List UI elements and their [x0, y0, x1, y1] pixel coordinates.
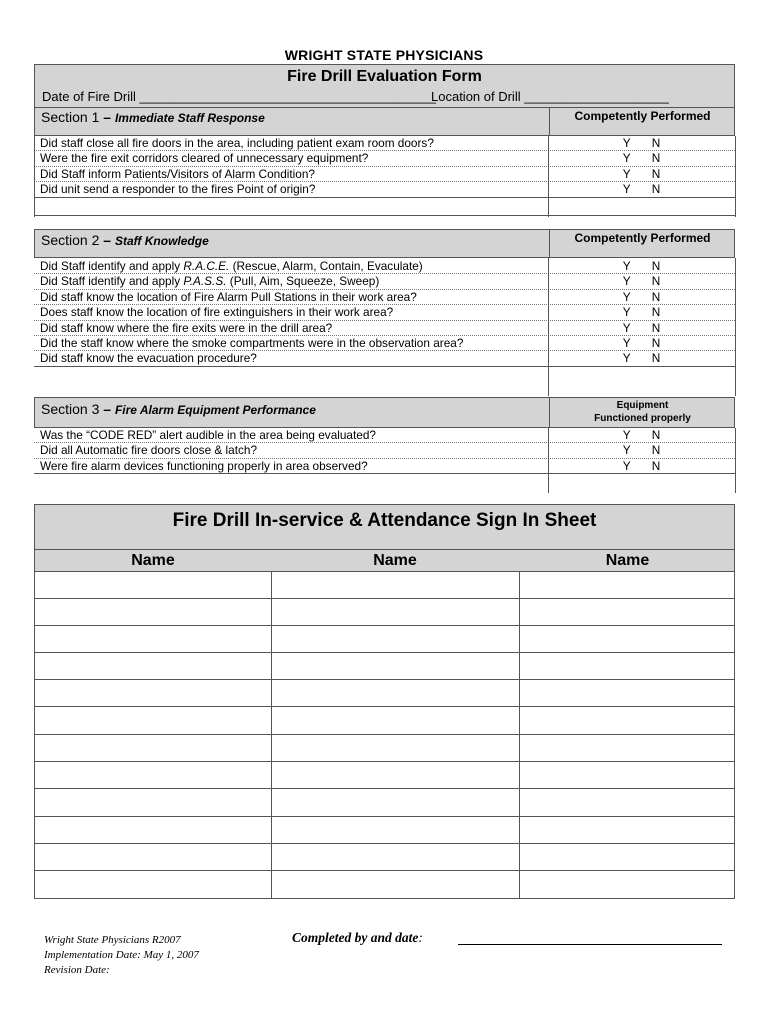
name-column-header: Name: [131, 552, 175, 569]
section-2-column-label: Competently Performed: [574, 231, 711, 245]
question-row: Did staff know the evacuation procedure? Y N: [34, 351, 735, 366]
question-row: Did all Automatic fire doors close & latch? Y N: [34, 443, 735, 458]
section-3-title: Section 3 – Fire Alarm Equipment Performance: [41, 401, 316, 417]
yes-no-choice[interactable]: Y N: [622, 289, 661, 304]
section-2-title: Section 2 – Staff Knowledge: [41, 232, 209, 248]
yes-no-choice[interactable]: Y N: [622, 335, 661, 350]
section-2-header: [34, 229, 735, 258]
sign-in-row[interactable]: [35, 572, 734, 599]
section-2: [34, 229, 735, 396]
sign-in-row[interactable]: [35, 680, 734, 707]
attendance-sign-in-sheet: [34, 504, 735, 899]
section-3-column-label: Equipment Functioned properly: [594, 400, 691, 424]
date-of-drill-label: Date of Fire Drill: [42, 89, 140, 104]
yes-no-choice[interactable]: Y N: [622, 151, 661, 166]
yes-no-choice[interactable]: Y N: [622, 136, 661, 150]
yes-no-choice[interactable]: Y N: [622, 443, 661, 458]
organization-title: WRIGHT STATE PHYSICIANS: [284, 47, 484, 63]
completed-by-signature-line[interactable]: [458, 944, 722, 945]
sign-in-row[interactable]: [35, 599, 734, 626]
form-header: [34, 64, 735, 107]
yes-no-choice[interactable]: Y N: [622, 274, 661, 289]
question-row: Did Staff identify and apply P.A.S.S. (Pull, Aim, Squeeze, Sweep) Y N: [34, 274, 735, 289]
sign-in-row[interactable]: [35, 790, 734, 817]
date-of-drill-blank[interactable]: _________________________________________: [139, 89, 436, 104]
question-row: Did the staff know where the smoke compartments were in the observation area? Y N: [34, 336, 735, 351]
sign-in-row[interactable]: [35, 626, 734, 653]
location-of-drill-blank[interactable]: ____________________: [524, 89, 669, 104]
yes-no-choice[interactable]: Y N: [622, 320, 661, 335]
sign-in-row[interactable]: [35, 762, 734, 789]
question-row: Were fire alarm devices functioning properly in area observed? Y N: [34, 459, 735, 474]
section-1-title: Section 1 – Immediate Staff Response: [41, 109, 265, 125]
section-1-questions: [34, 136, 735, 216]
yes-no-choice[interactable]: Y N: [622, 182, 661, 197]
section-2-questions: [34, 259, 735, 367]
form-title: Fire Drill Evaluation Form: [287, 68, 482, 85]
question-row: Did unit send a responder to the fires Point of origin? Y N: [34, 182, 735, 197]
question-row: Does staff know the location of fire extinguishers in their work area? Y N: [34, 305, 735, 320]
name-column-header: Name: [373, 552, 417, 569]
sign-in-row[interactable]: [35, 653, 734, 680]
sign-in-sheet-title: Fire Drill In-service & Attendance Sign In Sheet: [35, 505, 734, 550]
section-1-column-label: Competently Performed: [574, 109, 711, 123]
yes-no-choice[interactable]: Y N: [622, 428, 661, 442]
sign-in-row[interactable]: [35, 708, 734, 735]
section-1: [34, 107, 735, 217]
section-1-header: [34, 107, 735, 136]
location-of-drill-field[interactable]: [431, 89, 669, 104]
question-row: Did staff close all fire doors in the area, including patient exam room doors? Y N: [34, 136, 735, 151]
sign-in-column-headers: [35, 550, 734, 572]
revision-info: Wright State Physicians R2007 Implementation Date: May 1, 2007 Revision Date:: [44, 934, 199, 976]
question-row: Did Staff identify and apply R.A.C.E. (Rescue, Alarm, Contain, Evaculate) Y N: [34, 259, 735, 274]
sign-in-row[interactable]: [35, 817, 734, 844]
sign-in-row[interactable]: [35, 735, 734, 762]
yes-no-choice[interactable]: Y N: [622, 305, 661, 320]
blank-row: [34, 198, 735, 216]
yes-no-choice[interactable]: Y N: [622, 458, 661, 473]
question-row: Did staff know the location of Fire Alarm Pull Stations in their work area? Y N: [34, 290, 735, 305]
section-3: [34, 397, 735, 493]
yes-no-choice[interactable]: Y N: [622, 351, 661, 366]
question-row: Did staff know where the fire exits were in the drill area? Y N: [34, 321, 735, 336]
yes-no-choice[interactable]: Y N: [622, 166, 661, 181]
sign-in-row[interactable]: [35, 871, 734, 898]
question-row: Did Staff inform Patients/Visitors of Alarm Condition? Y N: [34, 167, 735, 182]
section-3-header: [34, 397, 735, 428]
yes-no-choice[interactable]: Y N: [622, 259, 661, 273]
location-of-drill-label: Location of Drill: [431, 89, 525, 104]
completed-by-label: Completed by and date:: [292, 930, 423, 945]
sign-in-row[interactable]: [35, 844, 734, 871]
section-3-questions: [34, 428, 735, 474]
name-column-header: Name: [605, 552, 650, 569]
question-row: Was the “CODE RED” alert audible in the area being evaluated? Y N: [34, 428, 735, 443]
question-row: Were the fire exit corridors cleared of unnecessary equipment? Y N: [34, 151, 735, 166]
date-of-drill-field[interactable]: [42, 89, 436, 104]
